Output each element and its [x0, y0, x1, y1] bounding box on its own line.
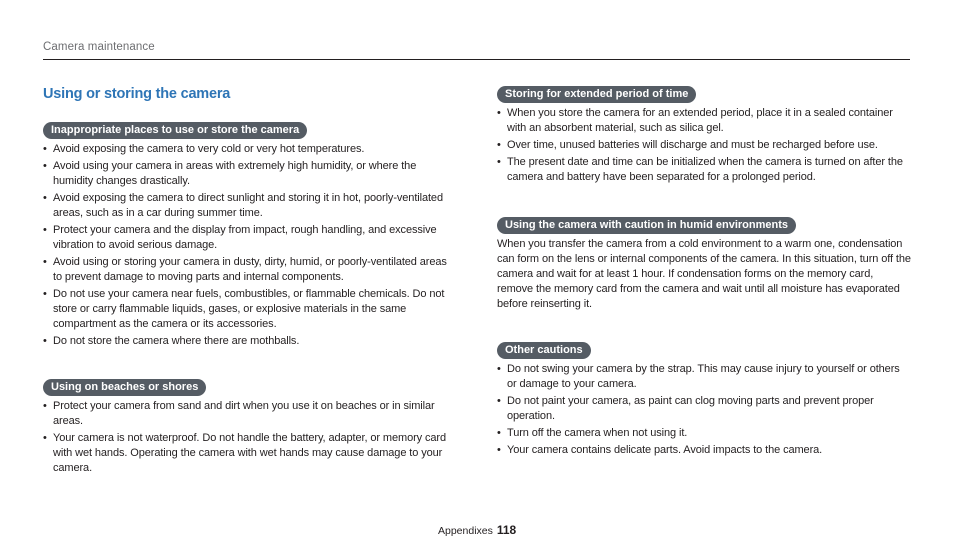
section-heading: Other cautions [497, 342, 591, 359]
section-beaches [43, 377, 458, 476]
list-item: • Do not store the camera where there are mothballs. [43, 334, 458, 349]
section-heading: Storing for extended period of time [497, 86, 696, 103]
section-storing [497, 84, 912, 185]
footer-label: Appendixes [438, 525, 493, 537]
list-item: • Avoid exposing the camera to direct sunlight and storing it in hot, poorly-ventilated areas, such as in a car during summer time. [43, 191, 458, 221]
list-item: • Protect your camera from sand and dirt when you use it on beaches or in similar areas. [43, 399, 458, 429]
list-item: • Avoid using your camera in areas with extremely high humidity, or where the humidity changes drastically. [43, 159, 458, 189]
list-item: • Your camera contains delicate parts. Avoid impacts to the camera. [497, 443, 912, 458]
list-item: • Do not paint your camera, as paint can clog moving parts and prevent proper operation. [497, 394, 912, 424]
list-item: • Do not use your camera near fuels, combustibles, or flammable chemicals. Do not store or carry flammable liquids, gases, or explosive materials in the same compartment as the camera or its accessories. [43, 287, 458, 332]
bullet-list [43, 142, 458, 349]
list-item: • Avoid using or storing your camera in dusty, dirty, humid, or poorly-ventilated areas to prevent damage to moving parts and internal components. [43, 255, 458, 285]
list-item: • The present date and time can be initialized when the camera is turned on after the camera and battery have been separated for a prolonged period. [497, 155, 912, 185]
bullet-list [43, 399, 458, 476]
list-item: • Over time, unused batteries will discharge and must be recharged before use. [497, 138, 912, 153]
bullet-list [497, 362, 912, 458]
right-column [497, 84, 912, 460]
page-footer [438, 523, 516, 537]
humid-paragraph: When you transfer the camera from a cold environment to a warm one, condensation can form on the lens or internal components of the camera. In this situation, turn off the camera and wait for at least 1 hour. If condensation forms on the memory card, remove the memory card from the camera and wait until all moisture has evaporated before reinserting it. [497, 238, 911, 310]
page-title: Using or storing the camera [43, 86, 231, 102]
section-humid [497, 215, 912, 312]
bullet-list [497, 106, 912, 185]
section-heading: Using on beaches or shores [43, 379, 206, 396]
section-heading: Inappropriate places to use or store the camera [43, 122, 307, 139]
header-rule [43, 59, 910, 60]
list-item: • When you store the camera for an extended period, place it in a sealed container with an absorbent material, such as silica gel. [497, 106, 912, 136]
section-inappropriate-places [43, 120, 458, 349]
list-item: • Avoid exposing the camera to very cold or very hot temperatures. [43, 142, 458, 157]
list-item: • Turn off the camera when not using it. [497, 426, 912, 441]
section-other-cautions [497, 340, 912, 458]
list-item: • Do not swing your camera by the strap. This may cause injury to yourself or others or damage to your camera. [497, 362, 912, 392]
list-item: • Protect your camera and the display from impact, rough handling, and excessive vibration to avoid serious damage. [43, 223, 458, 253]
running-header: Camera maintenance [43, 41, 155, 53]
section-heading: Using the camera with caution in humid environments [497, 217, 796, 234]
list-item: • Your camera is not waterproof. Do not handle the battery, adapter, or memory card with wet hands. Operating the camera with wet hands may cause damage to your camera. [43, 431, 458, 476]
page-number: 118 [496, 523, 517, 537]
left-column [43, 120, 458, 478]
